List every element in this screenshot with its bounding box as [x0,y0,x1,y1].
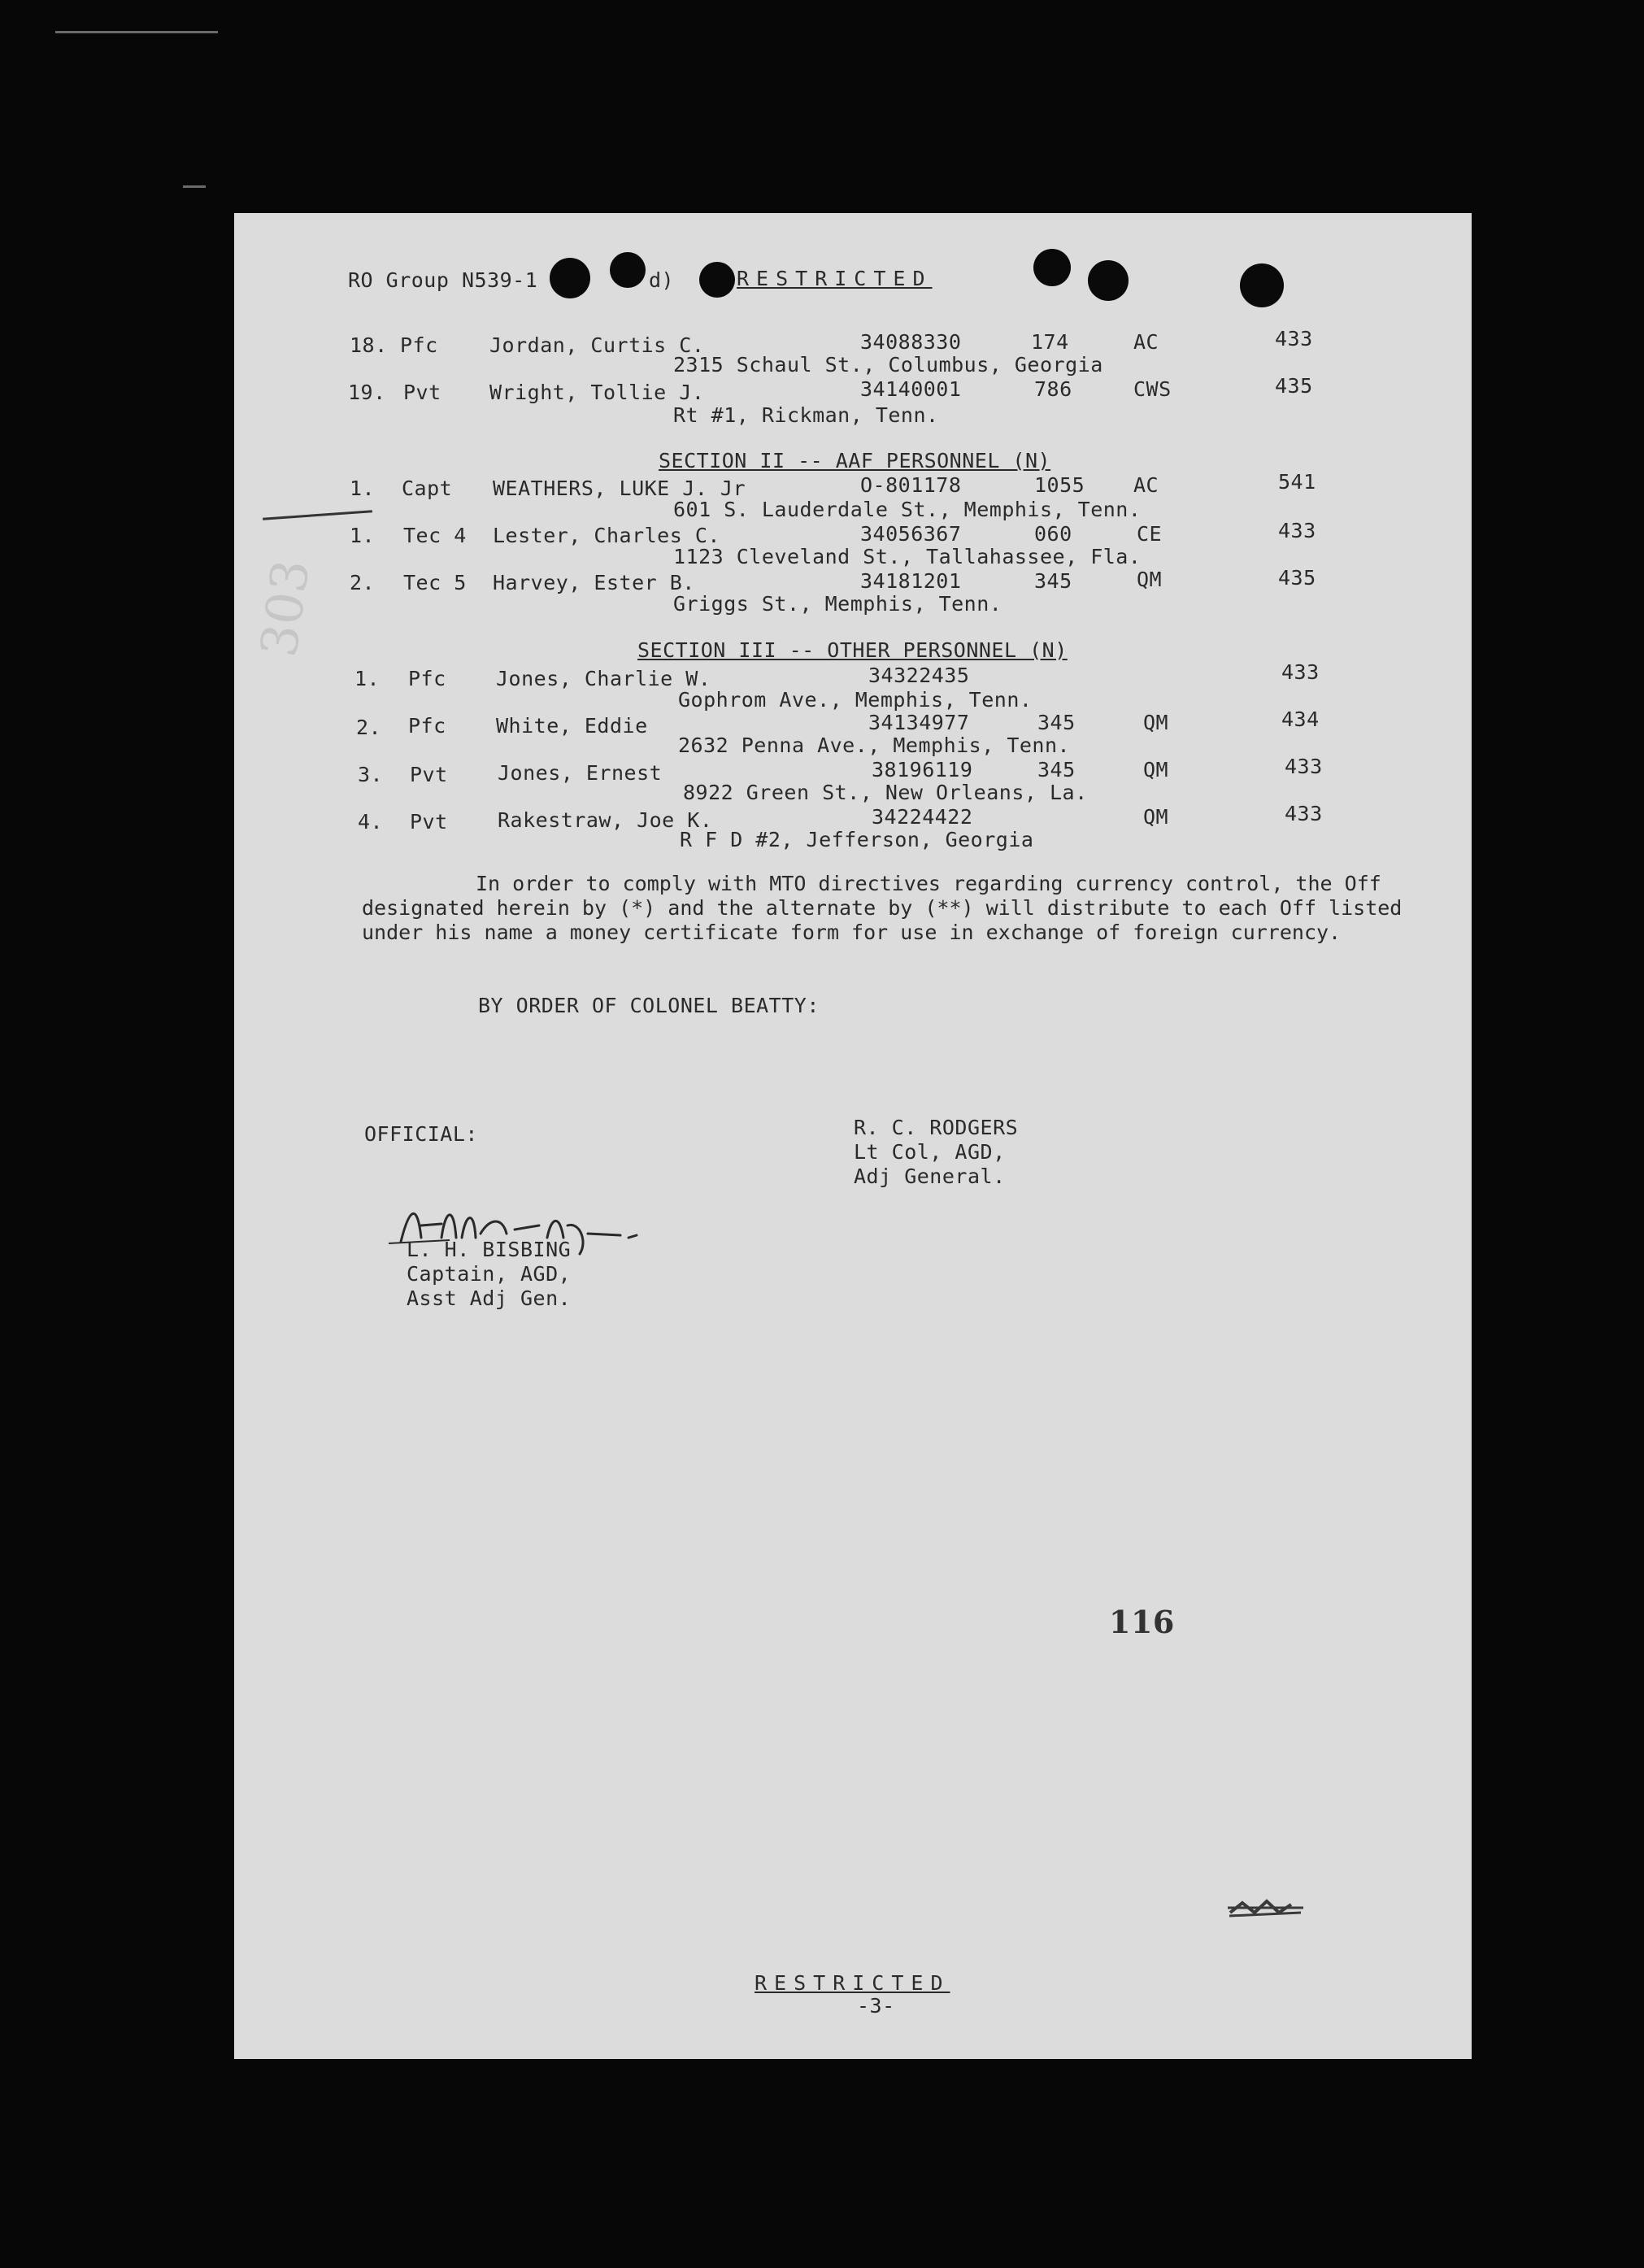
entry-name: Rakestraw, Joe K. [498,808,713,832]
entry-branch: CWS [1133,377,1172,401]
signer-right-office: Adj General. [854,1164,1006,1188]
footer-page-number: -3- [857,1994,895,2018]
entry-number: 18. [350,333,388,357]
entry-serial: 38196119 [872,758,973,781]
entry-code: 174 [1031,330,1069,354]
entry-code: 786 [1034,377,1072,401]
entry-address: Gophrom Ave., Memphis, Tenn. [678,688,1033,712]
entry-serial: 34181201 [860,569,962,593]
entry-address: R F D #2, Jefferson, Georgia [680,828,1034,851]
struck-out-stamp [1226,1888,1307,1929]
classification-footer: RESTRICTED [755,1971,950,1995]
entry-rank: Pfc [400,333,438,357]
entry-name: Lester, Charles C. [493,524,720,547]
entry-serial: 34322435 [868,664,970,687]
entry-number: 2. [356,716,382,739]
entry-unit: 433 [1275,327,1313,350]
entry-number: 1. [350,524,376,547]
entry-unit: 434 [1281,707,1320,731]
entry-name: Harvey, Ester B. [493,571,695,594]
entry-address: Griggs St., Memphis, Tenn. [673,592,1002,616]
entry-name: White, Eddie [496,714,648,738]
signer-right-title: Lt Col, AGD, [854,1140,1006,1164]
page-stamp-number: 116 [1109,1604,1175,1640]
entry-address: 8922 Green St., New Orleans, La. [683,781,1088,804]
entry-address: 2315 Schaul St., Columbus, Georgia [673,353,1103,377]
entry-unit: 433 [1285,755,1323,778]
pen-stroke [263,510,372,520]
ro-group-header-suffix: d) [649,268,675,292]
entry-rank: Tec 4 [403,524,467,547]
entry-branch: CE [1137,522,1163,546]
entry-code: 060 [1034,522,1072,546]
entry-unit: 433 [1285,802,1323,825]
punch-hole [1240,263,1284,307]
entry-name: Jones, Charlie W. [496,667,711,690]
entry-unit: 433 [1281,660,1320,684]
entry-number: 4. [358,810,384,834]
entry-serial: 34134977 [868,711,970,734]
currency-control-paragraph [362,872,1419,945]
entry-unit: 435 [1275,374,1313,398]
entry-name: Jordan, Curtis C. [489,333,705,357]
punch-hole [610,252,646,288]
scan-edge-mark [55,31,218,33]
entry-rank: Pvt [403,381,441,404]
entry-code: 1055 [1034,473,1085,497]
entry-name: Jones, Ernest [498,761,663,785]
entry-branch: QM [1143,758,1169,781]
entry-serial: O-801178 [860,473,962,497]
entry-rank: Pfc [408,667,446,690]
entry-address: 601 S. Lauderdale St., Memphis, Tenn. [673,498,1142,521]
punch-hole [1088,260,1129,301]
entry-code: 345 [1037,758,1076,781]
by-order-line: BY ORDER OF COLONEL BEATTY: [478,994,820,1017]
margin-pencil-note: 303 [249,555,321,661]
entry-number: 19. [348,381,386,404]
signer-left-name: L. H. BISBING [407,1238,572,1261]
entry-serial: 34140001 [860,377,962,401]
signer-left-office: Asst Adj Gen. [407,1286,572,1310]
entry-address: 1123 Cleveland St., Tallahassee, Fla. [673,545,1142,568]
entry-number: 1. [354,667,381,690]
entry-number: 3. [358,763,384,786]
entry-address: 2632 Penna Ave., Memphis, Tenn. [678,734,1071,757]
entry-name: WEATHERS, LUKE J. Jr [493,477,746,500]
scan-edge-mark [183,185,206,188]
punch-hole [1033,249,1071,286]
entry-unit: 541 [1278,470,1316,494]
official-label: OFFICIAL: [364,1122,478,1146]
entry-name: Wright, Tollie J. [489,381,705,404]
entry-code: 345 [1037,711,1076,734]
classification-header: RESTRICTED [737,267,933,290]
entry-branch: QM [1137,568,1163,591]
entry-serial: 34056367 [860,522,962,546]
document-page [234,213,1472,2059]
entry-number: 1. [350,477,376,500]
entry-serial: 34088330 [860,330,962,354]
punch-hole [699,262,735,298]
ro-group-header: RO Group N539-1 [348,268,538,292]
punch-hole [550,258,590,298]
entry-branch: AC [1133,330,1159,354]
entry-rank: Tec 5 [403,571,467,594]
entry-branch: QM [1143,711,1169,734]
entry-number: 2. [350,571,376,594]
entry-code: 345 [1034,569,1072,593]
signer-left-title: Captain, AGD, [407,1262,572,1286]
entry-unit: 435 [1278,566,1316,590]
entry-unit: 433 [1278,519,1316,542]
entry-serial: 34224422 [872,805,973,829]
entry-rank: Pvt [410,763,448,786]
section-heading: SECTION II -- AAF PERSONNEL (N) [659,449,1051,472]
entry-rank: Pvt [410,810,448,834]
paragraph-text: In order to comply with MTO directives regarding currency control, the Off designated herein by (*) and the alternate by (**) will distribute to each Off listed under his name a money certificate form for use in exchange of foreign currency. [362,872,1403,944]
entry-address: Rt #1, Rickman, Tenn. [673,403,939,427]
entry-rank: Capt [402,477,453,500]
entry-rank: Pfc [408,714,446,738]
section-heading: SECTION III -- OTHER PERSONNEL (N) [637,638,1068,662]
signer-right-name: R. C. RODGERS [854,1116,1019,1139]
entry-branch: AC [1133,473,1159,497]
entry-branch: QM [1143,805,1169,829]
